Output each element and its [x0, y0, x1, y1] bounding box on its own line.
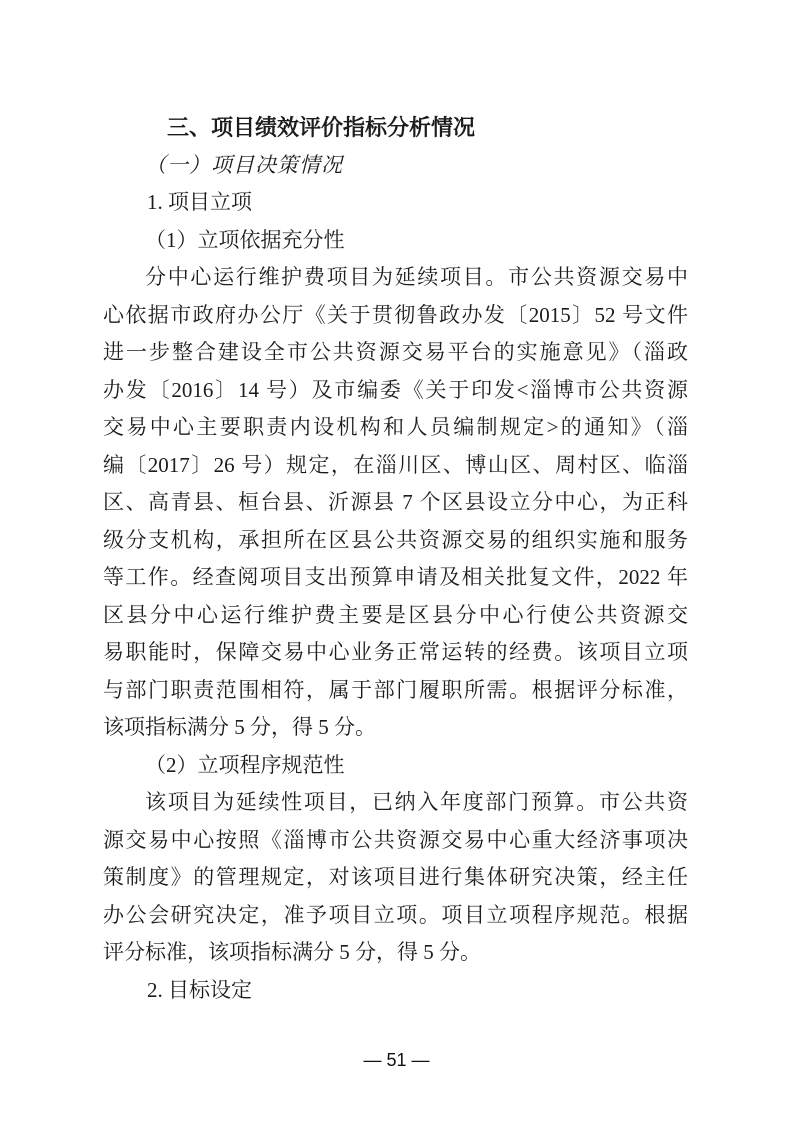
text-line: 办公会研究决定，准予项目立项。项目立项程序规范。根据: [103, 902, 688, 927]
text-line: 级分支机构，承担所在区县公共资源交易的组织实施和服务: [103, 527, 688, 552]
section-heading: 三、项目绩效评价指标分析情况: [167, 115, 476, 140]
text-line: 评分标准，该项指标满分 5 分，得 5 分。: [103, 940, 481, 964]
page-number: — 51 —: [363, 1050, 430, 1070]
text-line: 策制度》的管理规定，对该项目进行集体研究决策，经主任: [103, 865, 688, 889]
text-line: 该项目为延续性项目，已纳入年度部门预算。市公共资: [145, 790, 688, 814]
text-line: 分中心运行维护费项目为延续项目。市公共资源交易中: [145, 265, 688, 289]
document-content: [103, 109, 688, 1009]
item-heading-goal-setting: 2. 目标设定: [147, 977, 252, 1002]
text-line: 编〔2017〕26 号）规定，在淄川区、博山区、周村区、临淄: [103, 452, 688, 477]
paragraph-procedure-standardization: [103, 784, 688, 972]
text-line: 区县分中心运行维护费主要是区县分中心行使公共资源交: [103, 602, 688, 627]
text-line: 交易中心主要职责内设机构和人员编制规定>的通知》（淄: [103, 415, 688, 439]
text-line: 易职能时，保障交易中心业务正常运转的经费。该项目立项: [103, 640, 688, 664]
text-line: 该项指标满分 5 分，得 5 分。: [103, 715, 376, 739]
text-line: 与部门职责范围相符，属于部门履职所需。根据评分标准，: [103, 677, 688, 702]
text-line: 进一步整合建设全市公共资源交易平台的实施意见》（淄政: [103, 340, 688, 364]
subsection-heading: （一）项目决策情况: [145, 152, 343, 177]
sub-item-heading-basis-sufficiency: （1）立项依据充分性: [145, 227, 345, 252]
sub-item-heading-procedure-standardization: （2）立项程序规范性: [145, 752, 345, 777]
text-line: 区、高青县、桓台县、沂源县 7 个区县设立分中心，为正科: [103, 490, 688, 514]
text-line: 源交易中心按照《淄博市公共资源交易中心重大经济事项决: [103, 827, 688, 852]
text-line: 等工作。经查阅项目支出预算申请及相关批复文件，2022 年: [103, 565, 688, 589]
text-line: 心依据市政府办公厅《关于贯彻鲁政办发〔2015〕52 号文件: [103, 302, 688, 327]
item-heading-project-initiation: 1. 项目立项: [147, 190, 252, 214]
paragraph-basis-sufficiency: [103, 259, 688, 747]
text-line: 办发〔2016〕14 号）及市编委《关于印发<淄博市公共资源: [103, 377, 688, 402]
